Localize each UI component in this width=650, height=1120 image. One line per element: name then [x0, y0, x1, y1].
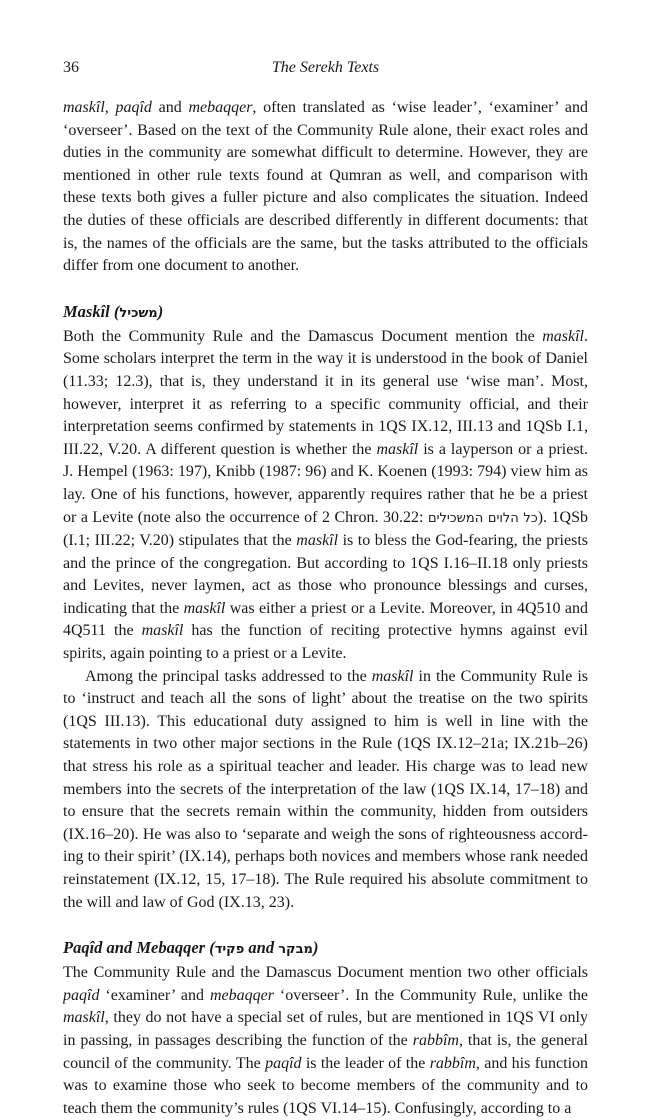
- heading-text: ): [312, 938, 319, 958]
- text-run: , and his function was to examine those who seek to become members of the community and to teach them the community’s rules (1QS VI.14–15). Confusingly, according to a: [63, 1054, 589, 1117]
- hebrew-text: פקיד: [214, 942, 245, 958]
- term-maskil: maskîl: [63, 99, 105, 116]
- term-maskil: maskîl: [63, 1009, 105, 1027]
- term-maskil: maskîl: [371, 667, 414, 685]
- paragraph-paqid-mebaqqer: [63, 962, 588, 1120]
- section-heading-paqid-mebaqqer: [63, 914, 588, 962]
- hebrew-text: כל הלוים המשכילים: [427, 510, 538, 526]
- term-rabbim: rabbîm: [429, 1054, 476, 1072]
- text-run: in the Community Rule is to ‘instruct and teach all the sons of light’ about the treatise on the two spirits (1QS III.13). This educational duty assigned to him is well in line with the statements in two other major sections in the Rule (1QS IX.12–21a; IX.21b–26) that stress his role as a spiritual teacher and leader. His charge was to lead new members into the secrets of the interpretation of the law (1QS IX.14, 17–18) and to ensure that the secrets remain within the community, hidden from outsiders (IX.16–20). He was also to ‘separate and weigh the sons of righteousness accord-ing to their spirit’ (IX.14), perhaps both novices and members whose rank needed reinstatement (IX.12, 15, 17–18). The Rule required his absolute commitment to the will and law of God (IX.13, 23).: [63, 667, 588, 911]
- text-run: , they do not have a special set of rules, but are mentioned in 1QS VI only in passing, in passages describing the function of the: [63, 1009, 588, 1049]
- text-run: is to bless the God-fearing, the priests and the prince of the congregation. But according to 1QS I.16–II.18 only priests and Levites, never laymen, act as those who pronounce blessings and curses, indicating that the: [63, 532, 589, 617]
- paragraph-intro: [63, 97, 588, 278]
- heading-text: Maskîl (: [63, 301, 120, 321]
- text-run: ,: [104, 99, 116, 116]
- paragraph-maskil: [63, 326, 588, 666]
- paragraph-maskil-tasks: [63, 666, 588, 915]
- text-run: . Some scholars interpret the term in the way it is understood in the book of Daniel (11.33; 12.3), that is, they understand it in its general use ‘wise man’. Most, however, interpret it as referring to a specific community official, and their interpretation seems confirmed by statements in 1QS IX.12, III.13 and 1QSb I.1, III.22, V.20. A different question is whether the: [63, 327, 588, 458]
- text-run: , that is, the general council of the community. The: [63, 1031, 588, 1072]
- text-run: , often translated as ‘wise leader’, ‘examiner’ and ‘overseer’. Based on the text of the Community Rule alone, their exact roles and duties in the community are somewhat difficult to determine. However, they are mentioned in other rule texts found at Qumran as well, and comparison with these texts both gives a fuller picture and also complicates the situation. Indeed the duties of these officials are described differently in different documents: that is, the names of the officials are the same, but the tasks attributed to the officials differ from one document to another.: [63, 99, 589, 275]
- term-mebaqqer: mebaqqer: [188, 99, 253, 116]
- body-text: [63, 97, 588, 1120]
- term-paqid: paqîd: [265, 1054, 302, 1072]
- hebrew-text: משכיל: [119, 305, 158, 321]
- text-run: is the leader of the: [301, 1054, 430, 1072]
- term-maskil: maskîl: [296, 532, 339, 550]
- running-title: The Serekh Texts: [271, 59, 380, 76]
- text-run: The Community Rule and the Damascus Document mention two other officials: [63, 964, 588, 982]
- running-head: [63, 58, 588, 78]
- heading-text: and: [244, 938, 279, 958]
- text-run: ‘overseer’. In the Community Rule, unlike the: [273, 986, 589, 1004]
- section-heading-maskil: [63, 278, 588, 326]
- text-run: has the function of reciting protective hymns against evil spirits, again pointing to a priest or a Levite.: [63, 622, 588, 663]
- heading-text: ): [157, 301, 164, 321]
- heading-text: Paqîd and Mebaqqer (: [63, 938, 215, 958]
- text-run: Both the Community Rule and the Damascus Document mention the: [63, 327, 543, 345]
- text-run: was either a priest or a Levite. Moreover, in 4Q510 and 4Q511 the: [63, 599, 588, 640]
- text-run: and: [151, 99, 189, 116]
- hebrew-text: מבקר: [278, 942, 313, 958]
- term-maskil: maskîl: [141, 622, 184, 640]
- term-paqid: paqîd: [63, 986, 100, 1004]
- term-rabbim: rabbîm: [412, 1031, 459, 1049]
- term-paqid: paqîd: [115, 99, 152, 116]
- term-maskil: maskîl: [376, 440, 419, 458]
- term-maskil: maskîl: [183, 599, 226, 617]
- page-number: 36: [63, 59, 79, 76]
- term-maskil: maskîl: [542, 327, 584, 345]
- text-run: Among the principal tasks addressed to the: [85, 667, 372, 685]
- text-run: ). 1QSb (I.1; III.22; V.20) stipulates that the: [63, 508, 588, 550]
- text-run: ‘examiner’ and: [99, 986, 210, 1004]
- term-mebaqqer: mebaqqer: [209, 986, 274, 1004]
- text-run: is a layperson or a priest. J. Hempel (1963: 197), Knibb (1987: 96) and K. Koenen (1993: 794) view him as lay. One of his functions, however, apparently requires rather that he be a priest or a Levite (note also the occurrence of 2 Chron. 30.22:: [63, 440, 589, 526]
